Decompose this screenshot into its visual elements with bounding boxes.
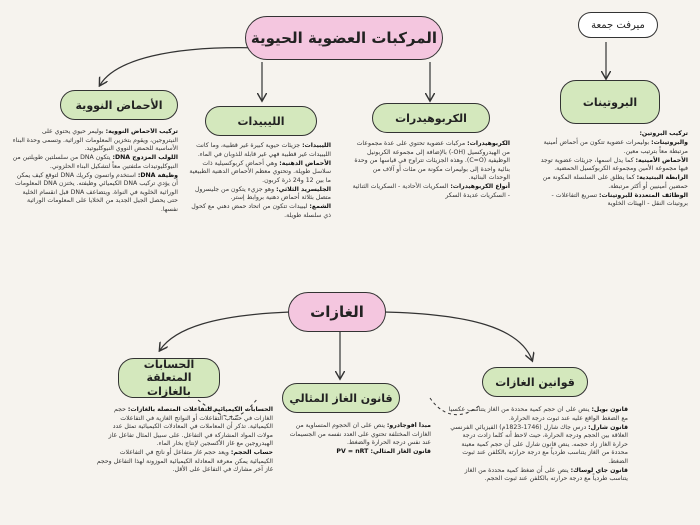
gas-laws-text: قانون بويل: ينص على أن حجم كمية محددة من الغاز يتناسب عكسياً مع الضغط الواقع عليه عند ثبوت درجة الحرارة. قانون شارل: درس جاك شارل (1746-1823م) الفيزيائي الفرنسي العلاقة بين الحجم ودرجة الحرارة، حيث لاحظ أنه كلما زادت درجة حرارة الغاز زاد حجمه. ينص قانون شارل على أن حجم كمية معينة محددة من الغاز يتناسب طردياً مع درجة حرارته بالكلفن عند ثبوت الضغط. قانون جاي لوساك: ينص على أن ضغط كمية محددة من الغاز يتناسب طردياً مع درجة حرارته بالكلفن عند ثبوت الحجم. xyxy=(448,406,628,483)
gas-calculations-text: الحسابات الكيميائية للتفاعلات المتصلة بالغازات: حجم الغازات في حساب التفاعلات أو النواتج الغازية في التفاعلات الكيميائية. تذكر أن المعاملات في المعادلات الكيميائية تمثل عدد مولات المواد المشاركة في التفاعل. على سبيل المثال تفاعل غاز الهيدروجين مع غاز الأكسجين لإنتاج بخار الماء. حساب الحجم: ويعد حجم غاز متفاعل أو ناتج في التفاعلات الكيميائية يمكن معرفة المعادلة الكيميائية الموزونة لهذا التفاعل وحجم غاز آخر مشارك في التفاعل على الأقل. xyxy=(96,406,273,474)
node-gas-calculations: الحسابات المتعلقة بالغازات xyxy=(118,358,220,398)
arrow-to-gas-calc xyxy=(160,312,290,350)
ideal-gas-text: مبدأ أفوجادرو: ينص على أن الحجوم المتساوية من الغازات المختلفة تحتوي على العدد نفسه من الجسيمات عند نفس درجة الحرارة والضغط. قانون الغاز المثالي: PV = nRT xyxy=(289,422,431,456)
gases-title: الغازات xyxy=(288,292,386,332)
carbohydrates-text: الكربوهيدرات: مركبات عضوية تحتوي على عدة مجموعات من الهيدروكسيل (OH-) بالإضافة إلى مجموعة الكربونيل الوظيفية (C=O). وهذه الجزيئات تتراوح في قياسها من وحدة بنائية واحدة إلى بوليمرات مكونة من مئات أو آلاف من الوحدات البنائية. أنواع الكربوهيدرات: السكريات الأحادية - السكريات الثنائية - السكريات عديدة السكر xyxy=(352,140,510,199)
main-title: المركبات العضوية الحيوية xyxy=(245,16,443,60)
node-proteins: البروتينات xyxy=(560,80,660,124)
node-ideal-gas-law: قانون الغاز المثالي xyxy=(282,383,400,413)
node-lipids: الليبيدات xyxy=(205,106,317,136)
nucleic-acids-text: تركيب الأحماض النووية: بوليمر حيوي يحتوي على النيتروجين، ويقوم بتخزين المعلومات الوراثية. وتسمى وحدة البناء الأساسية للحمض النووي النيوكليوتيد. اللولب المزدوج DNA: يتكون DNA من سلسلتين طويلتين من النيوكليوتيدات ملتفتين معاً لتشكيل البناء الحلزوني. وظيفة DNA: استخدم واتسون وكريك DNA لتوقع كيف يمكن أن يؤدي تركيب DNA الكيميائي وظيفته. يختزن DNA المعلومات الوراثية الخلوية في النواة. ويتضاعف DNA قبل انقسام الخلية حتى يحصل الجيل الجديد من الخلايا على المعلومات الوراثية نفسها. xyxy=(12,128,178,213)
node-carbohydrates: الكربوهيدرات xyxy=(372,103,490,133)
node-nucleic-acids: الأحماض النووية xyxy=(60,90,178,120)
arrow-to-laws xyxy=(384,312,532,360)
arrow-to-nucleic xyxy=(100,48,262,85)
author-tag: ميرفت جمعة xyxy=(578,12,658,38)
proteins-text: تركيب البروتين: والبروتينات: بوليمرات عضوية تتكون من أحماض أمينية مرتبطة معاً بترتيب معين. الأحماض الأمينية: كما يدل اسمها، جزيئات عضوية توجد فيها مجموعة الأمين ومجموعة الكربوكسيل الحمضية. الرابطة الببتيدية: كما يطلق على السلسلة المكونة من حمضين أمينيين أو أكثر مرتبطة. الوظائف المتعددة للبروتينات: تسريع التفاعلات - بروتينات النقل - الهيئات الخلوية xyxy=(540,130,688,208)
lipids-text: الليبيدات: جزيئات حيوية كبيرة غير قطبية، وما كانت الليبيدات غير قطبية فهي غير قابلة للذوبان في الماء. الأحماض الدهنية: وهي أحماض كربوكسيلية ذات سلاسل طويلة. وتحتوي معظم الأحماض الدهنية الطبيعية ما بين 12 و24 ذرة كربون. الجليسريد الثلاثي: وهو جزيء يتكون من جليسرول متصل بثلاثة أحماض دهنية بروابط إستر. الشمع: ليبيدات تتكون من اتحاد حمض دهني مع كحول ذي سلسلة طويلة. xyxy=(189,142,331,219)
node-gas-laws: قوانين الغازات xyxy=(482,367,588,397)
